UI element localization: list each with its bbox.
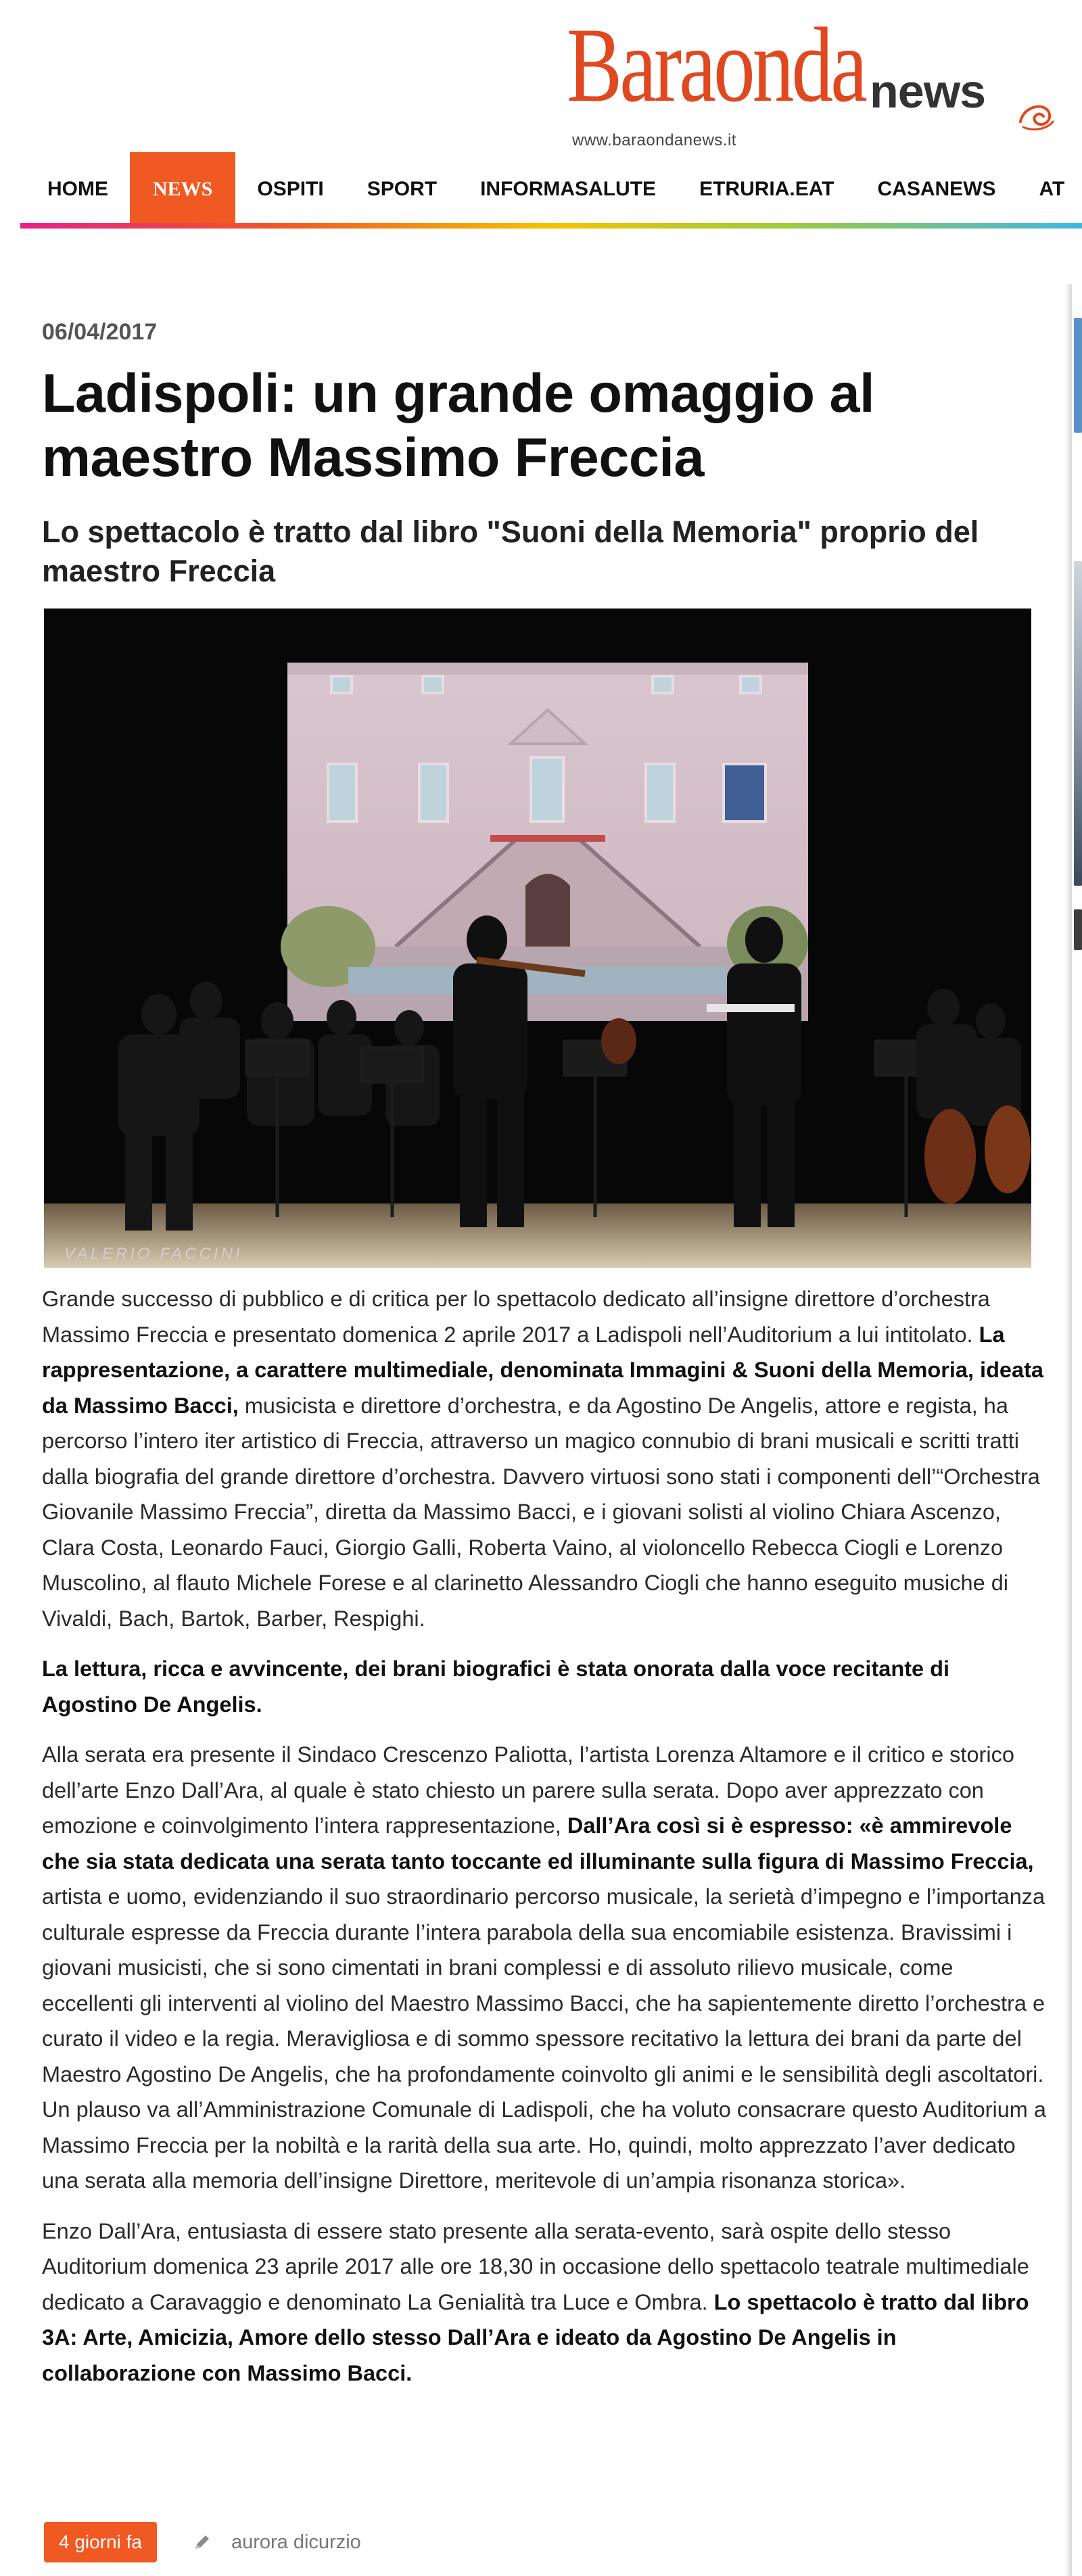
nav-item-sport[interactable]: SPORT <box>367 178 438 200</box>
nav-item-etruria-eat[interactable]: ETRURIA.EAT <box>699 178 834 200</box>
sidebar-thumbnail[interactable] <box>1074 561 1082 886</box>
article-subtitle: Lo spettacolo è tratto dal libro "Suoni della Memoria" proprio del maestro Freccia <box>42 515 979 588</box>
article-title: Ladispoli: un grande omaggio al maestro Massimo Freccia <box>42 363 875 488</box>
sidebar-edge <box>1065 284 1072 2576</box>
nav-color-bar <box>20 223 1082 229</box>
article-paragraph <box>42 1651 1050 1722</box>
article-paragraph <box>42 1281 1050 1636</box>
paragraph-bold-text: La rappresentazione, a carattere multimediale, denominata Immagini & Suoni della Memoria, ideata da Massimo Bacci, <box>42 1322 1043 1418</box>
pencil-icon <box>192 2532 212 2552</box>
paragraph-text: Enzo Dall’Ara, entusiasta di essere stato presente alla serata-evento, sarà ospite dello stesso Auditorium domenica 23 aprile 2017 alle ore 18,30 in occasione dello spettacolo teatrale multimediale dedicato a Caravaggio e denominato La Genialità tra Luce e Ombra. <box>42 2218 1029 2314</box>
article-date: 06/04/2017 <box>42 319 158 345</box>
nav-item-news[interactable]: NEWS <box>130 152 235 226</box>
paragraph-bold-text: La lettura, ricca e avvincente, dei brani biografici è stata onorata dalla voce recitante di Agostino De Angelis. <box>42 1656 950 1717</box>
nav-item-informasalute[interactable]: INFORMASALUTE <box>480 178 657 200</box>
paragraph-text: Grande successo di pubblico e di critica per lo spettacolo dedicato all’insigne direttore d’orchestra Massimo Freccia e presentato domenica 2 aprile 2017 a Ladispoli nell’Auditorium a lui intitolato. <box>42 1287 990 1347</box>
paragraph-bold-text: Dall’Ara così si è espresso: «è ammirevole che sia stata dedicata una serata tanto toccante ed illuminante sulla figura di Massimo Freccia, <box>42 1813 1034 1874</box>
paragraph-text: musicista e direttore d’orchestra, e da Agostino De Angelis, attore e regista, ha percorso l’intero iter artistico di Freccia, attraverso un magico connubio di brani musicali e scritti tratti dalla biografia del grande direttore d’orchestra. Davvero virtuosi sono stati i componenti dell’“Orchestra Giovanile Massimo Freccia”, diretta da Massimo Bacci, e i giovani solisti al violino Chiara Ascenzo, Clara Costa, Leonardo Fauci, Giorgio Galli, Roberta Vaino, al violoncello Rebecca Ciogli e Lorenzo Muscolino, al flauto Michele Forese e al clarinetto Alessandro Ciogli che hanno eseguito musiche di Vivaldi, Bach, Bartok, Barber, Respighi. <box>42 1393 1040 1631</box>
main-nav <box>26 152 1082 226</box>
article-body <box>42 1281 1050 2406</box>
paragraph-text: Alla serata era presente il Sindaco Crescenzo Paliotta, l’artista Lorenza Altamore e il critico e storico dell’arte Enzo Dall’Ara, al quale è stato chiesto un parere sulla serata. Dopo aver apprezzato con emozione e coinvolgimento l’intera rappresentazione, <box>42 1742 1014 1838</box>
nav-item-ospiti[interactable]: OSPITI <box>257 178 324 200</box>
article-paragraph <box>42 2214 1050 2391</box>
nav-item-home[interactable]: HOME <box>47 178 108 200</box>
logo-swirl-icon <box>1016 95 1057 135</box>
logo-main-text: Baraonda <box>567 6 866 124</box>
logo-news-text: news <box>870 65 986 118</box>
nav-item-casanews[interactable]: CASANEWS <box>877 178 996 200</box>
site-logo[interactable] <box>567 6 1060 149</box>
sidebar-thumbnail[interactable] <box>1074 909 1082 950</box>
photo-credit: VALERIO FACCINI <box>64 1245 243 1263</box>
article-photo <box>44 609 1031 1268</box>
article-paragraph <box>42 1737 1050 2199</box>
sidebar-thumbnail[interactable] <box>1074 318 1082 433</box>
logo-url: www.baraondanews.it <box>572 131 736 149</box>
time-ago-badge[interactable]: 4 giorni fa <box>44 2522 157 2562</box>
concert-photo-image <box>44 609 1031 1268</box>
paragraph-bold-text: Lo spettacolo è tratto dal libro 3A: Arte, Amicizia, Amore dello stesso Dall’Ara e ideato da Agostino De Angelis in collaborazione con Massimo Bacci. <box>42 2289 1029 2385</box>
article-meta <box>44 2522 361 2562</box>
article-author[interactable]: aurora dicurzio <box>231 2531 361 2553</box>
nav-item-at[interactable]: AT <box>1039 178 1065 200</box>
paragraph-text: artista e uomo, evidenziando il suo straordinario percorso musicale, la serietà d’impegno e l’importanza culturale espresse da Freccia durante l’intera parabola della sua encomiabile esistenza. Bravissimi i giovani musicisti, che si sono cimentati in brani complessi e di assoluto rilievo musicale, come eccellenti gli interventi al violino del Maestro Massimo Bacci, che ha sapientemente diretto l’orchestra e curato il video e la regia. Meravigliosa e di sommo spessore recitativo la lettura dei brani da parte del Maestro Agostino De Angelis, che ha profondamente coinvolto gli animi e le sensibilità degli ascoltatori. Un plauso va all’Amministrazione Comunale di Ladispoli, che ha voluto consacrare questo Auditorium a Massimo Freccia per la nobiltà e la rarità della sua arte. Ho, quindi, molto apprezzato l’aver dedicato una serata alla memoria dell’insigne Direttore, meritevole di un’ampia risonanza storica». <box>42 1884 1046 2193</box>
